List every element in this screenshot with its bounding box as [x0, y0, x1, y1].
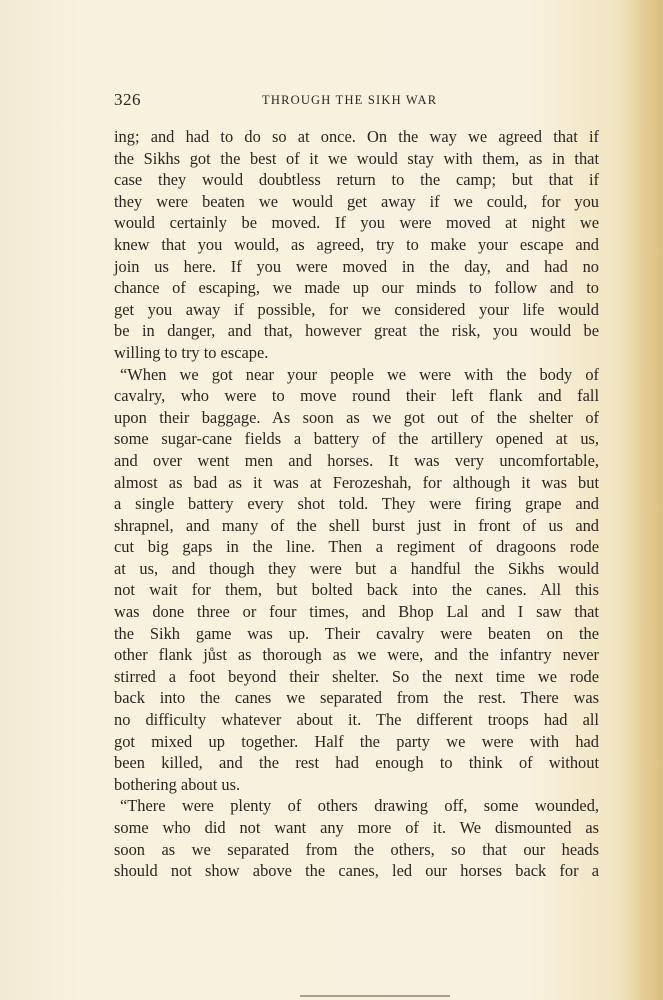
- text-line: “When we got near your people we were with the body of: [120, 364, 599, 384]
- text-line: other flank jůst as thorough as we were, and the infantry never: [114, 645, 599, 665]
- text-line: some who did not want any more of it. We dismounted as: [114, 818, 599, 837]
- text-line: at us, and though they were but a handful the Sikhs would: [114, 558, 599, 578]
- text-line: and over went men and horses. It was very uncomfortable,: [114, 450, 599, 470]
- text-line: would certainly be moved. If you were moved at night we: [114, 213, 599, 233]
- text-line: no difficulty whatever about it. The different troops had all: [114, 710, 599, 730]
- text-line: “There were plenty of others drawing off, some wounded,: [120, 796, 599, 816]
- text-line: not wait for them, but bolted back into the canes. All this: [114, 580, 599, 600]
- page-number: 326: [114, 90, 141, 109]
- text-line: be in danger, and that, however great the risk, you would be: [114, 321, 599, 341]
- text-line: chance of escaping, we made up our minds to follow and to: [114, 278, 599, 298]
- text-line: got mixed up together. Half the party we were with had: [114, 731, 599, 751]
- text-line: should not show above the canes, led our horses back for a: [114, 861, 599, 881]
- text-line: a single battery every shot told. They were firing grape and: [114, 494, 599, 514]
- page-bottom-mark: [300, 995, 450, 997]
- text-line: cavalry, who were to move round their left flank and fall: [114, 386, 599, 406]
- text-line: they were beaten we would get away if we could, for you: [114, 191, 599, 211]
- text-line: shrapnel, and many of the shell burst just in front of us and: [114, 515, 599, 535]
- page-edge-shading: [625, 0, 663, 1000]
- text-line: some sugar-cane fields a battery of the artillery opened at us,: [114, 429, 599, 449]
- text-line: join us here. If you were moved in the day, and had no: [114, 256, 599, 276]
- running-title: THROUGH THE SIKH WAR: [262, 93, 438, 107]
- text-line: get you away if possible, for we considered your life would: [114, 299, 599, 319]
- text-line: knew that you would, as agreed, try to make your escape and: [114, 234, 599, 254]
- text-line: was done three or four times, and Bhop Lal and I saw that: [114, 602, 599, 622]
- text-line: the Sikhs got the best of it we would stay with them, as in that: [114, 148, 599, 168]
- text-line: cut big gaps in the line. Then a regiment of dragoons rode: [114, 537, 599, 557]
- text-line: case they would doubtless return to the camp; but that if: [114, 170, 599, 190]
- text-line: willing to try to escape.: [114, 342, 269, 362]
- text-line: stirred a foot beyond their shelter. So the next time we rode: [114, 666, 599, 686]
- page-header: [114, 90, 599, 110]
- text-line: back into the canes we separated from the rest. There was: [114, 688, 599, 708]
- text-line: soon as we separated from the others, so that our heads: [114, 839, 599, 859]
- text-line: upon their baggage. As soon as we got out of the shelter of: [114, 407, 599, 427]
- text-line: ing; and had to do so at once. On the way we agreed that if: [114, 127, 599, 146]
- text-line: the Sikh game was up. Their cavalry were beaten on the: [114, 623, 599, 643]
- text-line: almost as bad as it was at Ferozeshah, for although it was but: [114, 472, 599, 492]
- body-text: [114, 126, 599, 882]
- text-line: been killed, and the rest had enough to think of without: [114, 753, 599, 773]
- text-line: bothering about us.: [114, 774, 241, 794]
